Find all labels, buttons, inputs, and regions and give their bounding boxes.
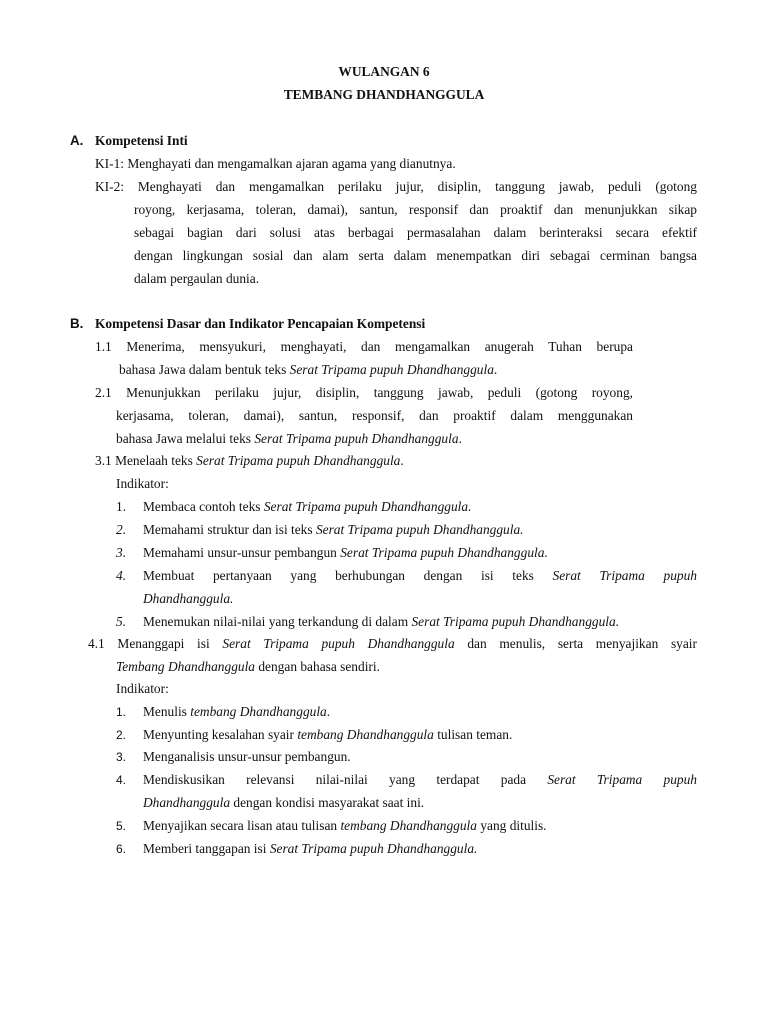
kd-3-1-item-3: Memahami unsur-unsur pembangun Serat Tripama pupuh Dhandhanggula.: [143, 545, 548, 560]
kd-4-1-indikator-label: Indikator:: [116, 681, 169, 696]
kd-3-1-indikator-label: Indikator:: [116, 476, 169, 491]
kd-4-1-item-5: Menyajikan secara lisan atau tulisan tembang Dhandhanggula yang ditulis.: [143, 818, 547, 833]
kd-4-1-line-2: Tembang Dhandhanggula dengan bahasa sendiri.: [116, 659, 380, 674]
kd-3-1-item-5: Menemukan nilai-nilai yang terkandung di dalam Serat Tripama pupuh Dhandhanggula.: [143, 614, 620, 629]
section-a-heading: Kompetensi Inti: [95, 133, 188, 148]
kd-3-1-item-1: Membaca contoh teks Serat Tripama pupuh Dhandhanggula.: [143, 499, 472, 514]
kd-4-1-item-2-number: 2.: [116, 728, 127, 742]
kd-4-1-item-1: Menulis tembang Dhandhanggula.: [143, 704, 331, 719]
section-b-heading: Kompetensi Dasar dan Indikator Pencapaian Kompetensi: [95, 316, 426, 331]
kd-3-1-item-5-number: 5.: [116, 614, 127, 629]
kd-3-1-item-3-number: 3.: [116, 545, 127, 560]
ki-2-line-1: KI-2: Menghayati dan mengamalkan perilaku jujur, disiplin, tanggung jawab, peduli (gotong: [95, 179, 697, 194]
section-a-letter: A.: [70, 133, 84, 148]
kd-4-1-item-3-number: 3.: [116, 750, 127, 764]
kd-3-1-item-4-line-2: Dhandhanggula.: [143, 591, 234, 606]
kd-4-1-item-6: Memberi tanggapan isi Serat Tripama pupuh Dhandhanggula.: [143, 841, 478, 856]
kd-4-1-item-1-number: 1.: [116, 705, 127, 719]
kd-1-1-line-1: 1.1 Menerima, mensyukuri, menghayati, dan mengamalkan anugerah Tuhan berupa: [95, 339, 633, 354]
kd-4-1-item-5-number: 5.: [116, 819, 127, 833]
kd-3-1-item-2-number: 2.: [116, 522, 127, 537]
section-b-letter: B.: [70, 316, 84, 331]
kd-2-1-line-1: 2.1 Menunjukkan perilaku jujur, disiplin, tanggung jawab, peduli (gotong royong,: [95, 385, 633, 400]
ki-1-text: KI-1: Menghayati dan mengamalkan ajaran agama yang dianutnya.: [95, 156, 456, 171]
kd-1-1-line-2: bahasa Jawa dalam bentuk teks Serat Tripama pupuh Dhandhanggula.: [119, 362, 498, 377]
lesson-title: TEMBANG DHANDHANGGULA: [283, 87, 485, 102]
kd-4-1-item-3: Menganalisis unsur-unsur pembangun.: [143, 749, 351, 764]
kd-3-1-item-1-number: 1.: [116, 499, 127, 514]
ki-2-line-5: dalam pergaulan dunia.: [134, 271, 260, 286]
kd-4-1-item-4-line-2: Dhandhanggula dengan kondisi masyarakat saat ini.: [143, 795, 425, 810]
ki-2-line-4: dengan lingkungan sosial dan alam serta dalam menempatkan diri sebagai cerminan bangsa: [134, 248, 697, 263]
lesson-number: WULANGAN 6: [338, 64, 430, 79]
kd-2-1-line-2: kerjasama, toleran, damai), santun, responsif, dan proaktif dalam menggunakan: [116, 408, 633, 423]
ki-2-line-2: royong, kerjasama, toleran, damai), santun, responsif dan proaktif dan menunjukkan sikap: [134, 202, 697, 217]
kd-4-1-item-2: Menyunting kesalahan syair tembang Dhandhanggula tulisan teman.: [143, 727, 513, 742]
kd-4-1-item-4-line-1: Mendiskusikan relevansi nilai-nilai yang terdapat pada Serat Tripama pupuh: [143, 772, 698, 787]
kd-4-1-item-4-number: 4.: [116, 773, 127, 787]
ki-2-line-3: sebagai bagian dari solusi atas berbagai permasalahan dalam berinteraksi secara efektif: [134, 225, 697, 240]
kd-3-1-item-4-number: 4.: [116, 568, 127, 583]
kd-2-1-line-3: bahasa Jawa melalui teks Serat Tripama pupuh Dhandhanggula.: [116, 431, 462, 446]
kd-4-1-line-1: 4.1 Menanggapi isi Serat Tripama pupuh Dhandhanggula dan menulis, serta menyajikan syair: [88, 636, 697, 651]
kd-4-1-item-6-number: 6.: [116, 842, 127, 856]
kd-3-1-item-4-line-1: Membuat pertanyaan yang berhubungan dengan isi teks Serat Tripama pupuh: [143, 568, 697, 583]
kd-3-1-line: 3.1 Menelaah teks Serat Tripama pupuh Dhandhanggula.: [95, 453, 404, 468]
kd-3-1-item-2: Memahami struktur dan isi teks Serat Tripama pupuh Dhandhanggula.: [143, 522, 524, 537]
